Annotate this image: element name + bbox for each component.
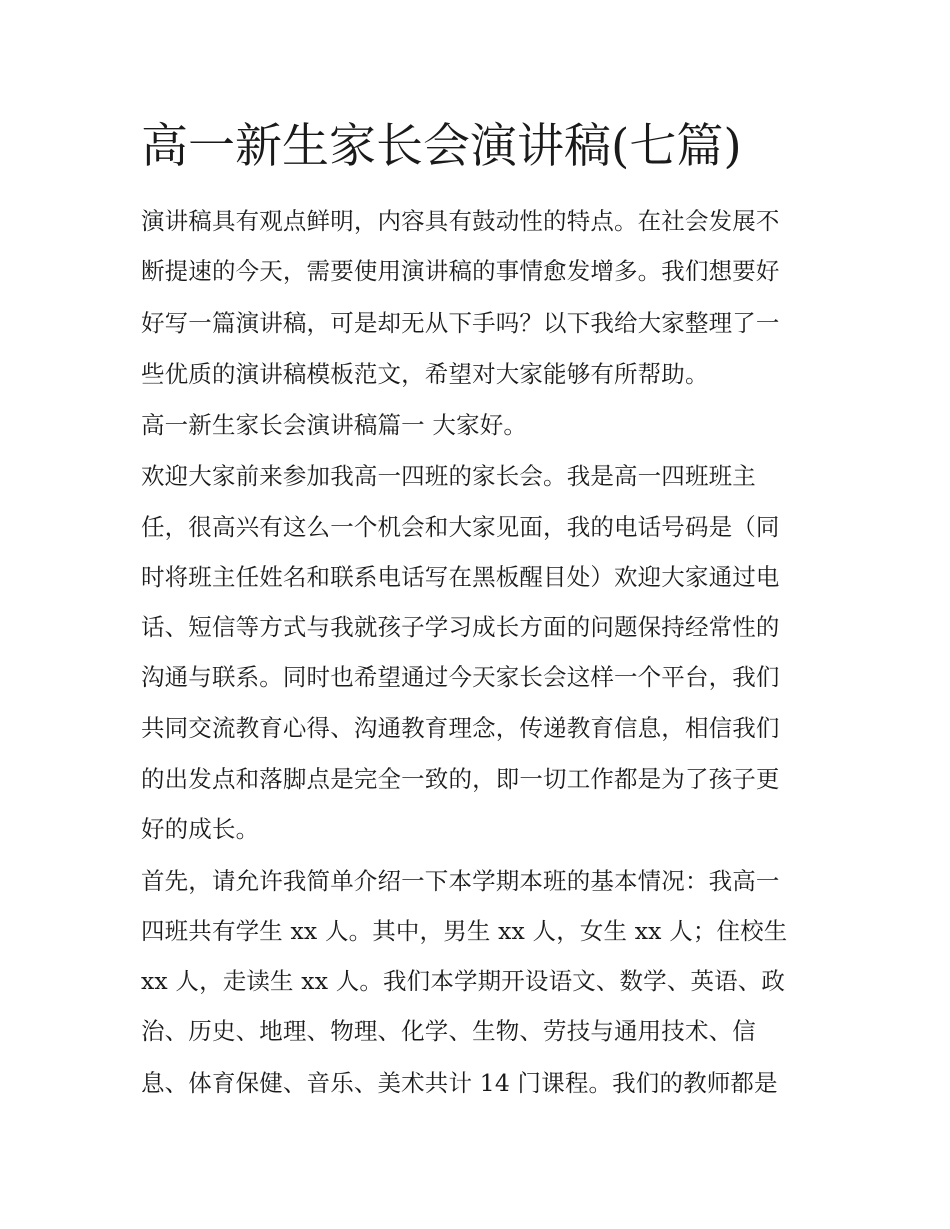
body-line: 话、短信等方式与我就孩子学习成长方面的问题保持经常性的: [141, 613, 780, 641]
body-line: xx 人，走读生 xx 人。我们本学期开设语文、数学、英语、政: [141, 967, 786, 995]
body-line: 共同交流教育心得、沟通教育理念，传递教育信息，相信我们: [141, 714, 780, 742]
document-title: 高一新生家长会演讲稿(七篇): [141, 119, 742, 174]
body-line: 好写一篇演讲稿，可是却无从下手吗？以下我给大家整理了一: [141, 309, 780, 337]
body-line: 沟通与联系。同时也希望通过今天家长会这样一个平台，我们: [141, 663, 780, 691]
body-line: 断提速的今天，需要使用演讲稿的事情愈发增多。我们想要好: [141, 257, 780, 285]
body-line: 演讲稿具有观点鲜明，内容具有鼓动性的特点。在社会发展不: [141, 207, 780, 235]
body-line: 时将班主任姓名和联系电话写在黑板醒目处）欢迎大家通过电: [141, 563, 780, 591]
body-line: 的出发点和落脚点是完全一致的，即一切工作都是为了孩子更: [141, 765, 780, 793]
body-line: 首先，请允许我简单介绍一下本学期本班的基本情况：我高一: [141, 867, 780, 895]
body-line: 欢迎大家前来参加我高一四班的家长会。我是高一四班班主: [141, 462, 756, 490]
body-line: 好的成长。: [141, 815, 260, 843]
body-line: 四班共有学生 xx 人。其中，男生 xx 人，女生 xx 人；住校生: [141, 917, 788, 945]
section-heading-line: 高一新生家长会演讲稿篇一 大家好。: [141, 411, 528, 439]
body-line: 治、历史、地理、物理、化学、生物、劳技与通用技术、信: [141, 1017, 756, 1045]
body-line: 任，很高兴有这么一个机会和大家见面，我的电话号码是（同: [141, 513, 780, 541]
body-line: 些优质的演讲稿模板范文，希望对大家能够有所帮助。: [141, 360, 709, 388]
body-line: 息、体育保健、音乐、美术共计 14 门课程。我们的教师都是: [141, 1069, 778, 1097]
